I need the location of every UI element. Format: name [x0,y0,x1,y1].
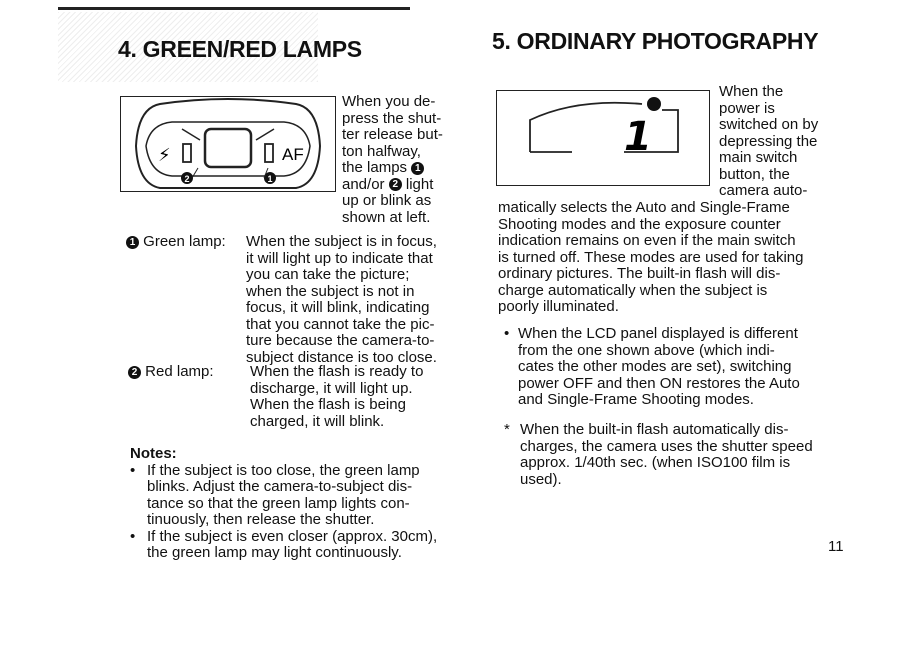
section-5-heading: 5. ORDINARY PHOTOGRAPHY [492,28,819,54]
frame-counter-digit: 1 [624,114,652,160]
right-intro-text: When the power is switched on by depressing the main switch button, the camera auto- [719,83,819,199]
section-4-heading: 4. GREEN/RED LAMPS [118,36,362,62]
note-item: • If the subject is even closer (approx. 30cm), the green lamp may light continuously. [130,527,438,561]
red-lamp-text: When the flash is ready to discharge, it will light up. When the flash is being charged, it will blink. [250,363,424,430]
lcd-panel-figure [496,90,710,186]
green-lamp-label: Green lamp: [143,233,226,250]
notes-section [130,446,480,562]
red-lamp-section [128,364,478,430]
red-lamp-label: Red lamp: [145,363,214,380]
badge-1: 1 [411,162,424,175]
green-lamp-section [126,234,476,366]
marker-2-label: 2 [184,174,190,184]
lcd-reset-bullet: • When the LCD panel displayed is different from the one shown above (which indi- cates the other modes are set), switching power OFF and then ON restores the Auto and Single-Frame Shooting modes. [504,325,800,408]
page-number: 11 [828,538,844,555]
flash-icon: ⚡ [158,145,171,166]
red-lamp-badge: 2 [128,366,141,379]
notes-title: Notes: [130,445,177,462]
viewfinder-figure [120,96,336,192]
right-body-text: matically selects the Auto and Single-Frame Shooting modes and the exposure counter indication remains on even if the main switch is turned off. These modes are used for taking ordinary pictures. The built-in flash will dis- charge automatically when the subject is poorly illuminated. [498,199,804,315]
flash-shutter-note: * When the built-in flash automatically dis- charges, the camera uses the shutter speed approx. 1/40th sec. (when ISO100 film is used). [504,421,813,488]
left-intro-text: When you de- press the shut- ter release but- ton halfway, the lamps 1 and/or 2 light up or blink as shown at left. [342,93,443,226]
lcd-dot [647,97,661,111]
top-rule [58,7,410,10]
green-lamp-text: When the subject is in focus, it will light up to indicate that you can take the picture; when the subject is not in focus, it will blink, indicating that you cannot take the pic- ture because the camera-to- subject distance is too close. [246,233,437,366]
marker-1-label: 1 [267,174,273,184]
af-label: AF [282,145,304,164]
badge-2: 2 [389,178,402,191]
green-lamp-badge: 1 [126,236,139,249]
note-item: • If the subject is too close, the green lamp blinks. Adjust the camera-to-subject dis- tance so that the green lamp lights con- tinuously, then release the shutter. [130,461,420,528]
